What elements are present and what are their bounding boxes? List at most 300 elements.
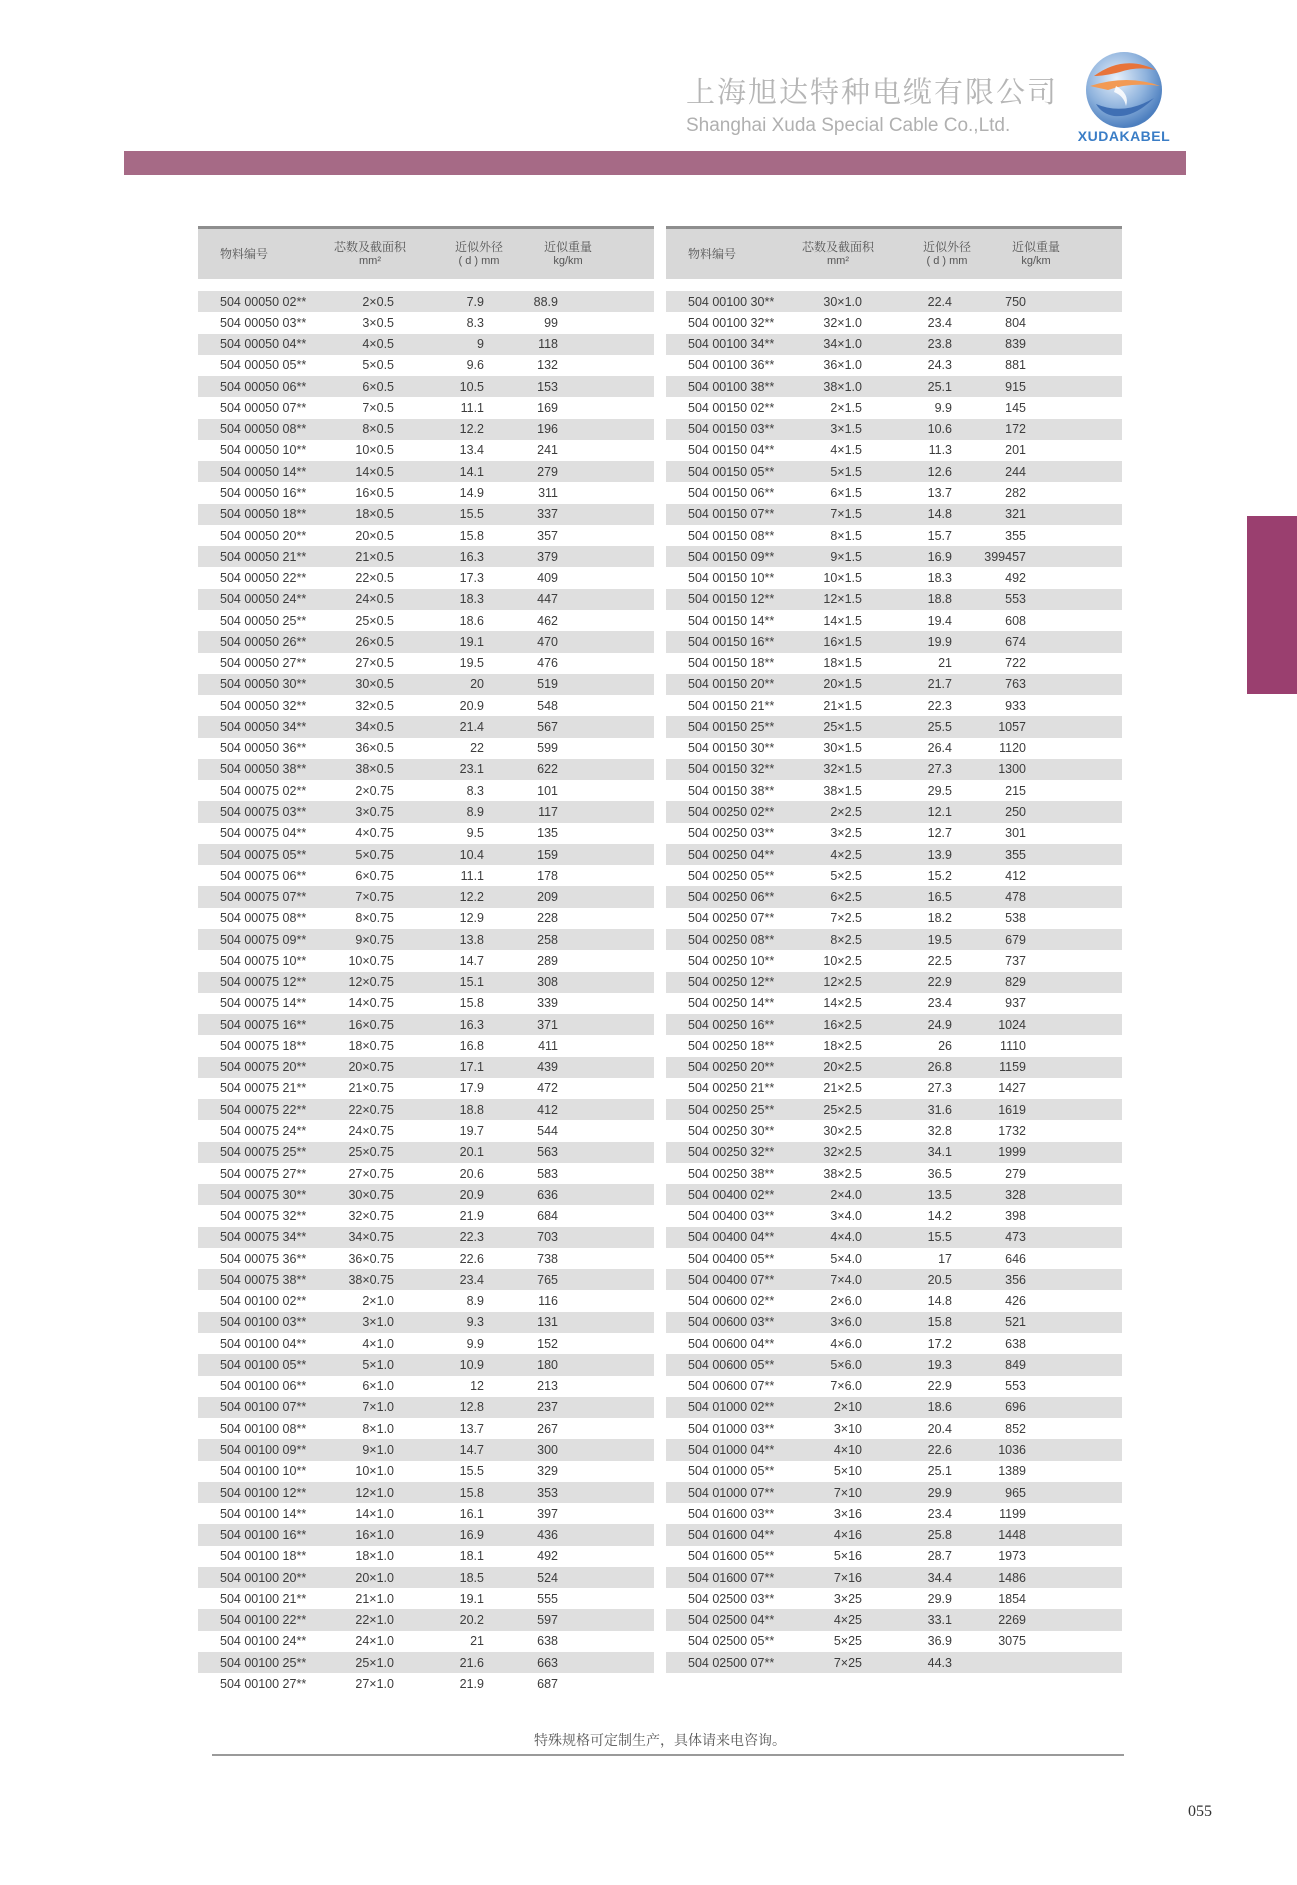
cell-code: 504 00250 05**	[688, 868, 775, 883]
cell-diameter: 11.1	[460, 400, 484, 415]
table-row	[198, 1524, 654, 1545]
cell-code: 504 00100 18**	[220, 1549, 307, 1564]
cell-section: 16×2.5	[823, 1017, 862, 1032]
cell-section: 18×0.5	[355, 507, 394, 522]
cell-section: 8×0.5	[362, 422, 394, 437]
table-row	[666, 908, 1122, 929]
cell-diameter: 19.5	[459, 656, 484, 671]
cell-weight: 153	[537, 379, 558, 394]
cell-diameter: 34.1	[927, 1145, 952, 1160]
cell-weight: 608	[1005, 613, 1026, 628]
cell-weight: 301	[1005, 826, 1026, 841]
table-row	[666, 1397, 1122, 1418]
cell-section: 16×1.5	[823, 634, 862, 649]
cell-weight: 583	[537, 1166, 558, 1181]
cell-diameter: 25.1	[927, 379, 952, 394]
cell-section: 8×1.0	[362, 1421, 394, 1436]
table-row	[666, 546, 1122, 567]
cell-diameter: 29.9	[927, 1485, 952, 1500]
cell-diameter: 18.6	[927, 1400, 952, 1415]
cell-weight: 737	[1005, 953, 1026, 968]
cell-diameter: 11.3	[928, 443, 952, 458]
cell-diameter: 27.3	[927, 762, 952, 777]
cell-code: 504 00100 02**	[220, 1294, 307, 1309]
cell-section: 20×2.5	[823, 1060, 862, 1075]
cell-code: 504 00250 18**	[688, 1038, 775, 1053]
table-row	[666, 972, 1122, 993]
cell-code: 504 00150 03**	[688, 422, 775, 437]
table-row	[198, 525, 654, 546]
table-row	[666, 1503, 1122, 1524]
cell-code: 504 00100 32**	[688, 315, 775, 330]
cell-code: 504 00050 25**	[220, 613, 307, 628]
table-row	[666, 1418, 1122, 1439]
cell-code: 504 00050 06**	[220, 379, 307, 394]
cell-diameter: 13.7	[459, 1421, 484, 1436]
cell-code: 504 00050 07**	[220, 400, 307, 415]
cell-diameter: 14.7	[459, 953, 484, 968]
cell-weight: 215	[1005, 783, 1026, 798]
cell-diameter: 21	[938, 656, 952, 671]
cell-section: 7×0.75	[355, 890, 394, 905]
cell-section: 2×0.5	[362, 294, 394, 309]
cell-code: 504 00150 09**	[688, 549, 775, 564]
table-row	[198, 1439, 654, 1460]
cell-weight: 519	[537, 677, 558, 692]
cell-section: 30×1.5	[823, 741, 862, 756]
cell-diameter: 19.4	[927, 613, 952, 628]
cell-code: 504 00100 30**	[688, 294, 775, 309]
table-row	[198, 653, 654, 674]
cell-diameter: 27.3	[927, 1081, 952, 1096]
cell-code: 504 02500 03**	[688, 1591, 775, 1606]
cell-code: 504 00050 10**	[220, 443, 307, 458]
cell-diameter: 14.9	[459, 486, 484, 501]
cell-section: 4×0.75	[355, 826, 394, 841]
cell-section: 4×10	[833, 1442, 862, 1457]
cell-section: 14×0.75	[348, 996, 394, 1011]
table-row	[666, 695, 1122, 716]
cell-weight: 379	[537, 549, 558, 564]
cell-weight: 117	[538, 805, 558, 819]
cell-code: 504 00250 14**	[688, 996, 775, 1011]
cell-diameter: 16.8	[459, 1038, 484, 1053]
table-row	[666, 1205, 1122, 1226]
cell-weight: 355	[1005, 528, 1026, 543]
cell-code: 504 00050 24**	[220, 592, 307, 607]
table-row	[666, 1333, 1122, 1354]
cell-section: 18×2.5	[823, 1038, 862, 1053]
table-row	[198, 801, 654, 822]
cell-diameter: 20.5	[927, 1272, 952, 1287]
cell-weight: 353	[537, 1485, 558, 1500]
cell-code: 504 00075 18**	[220, 1038, 307, 1053]
cell-weight: 201	[1005, 443, 1026, 458]
table-row	[198, 397, 654, 418]
cell-diameter: 20.4	[927, 1421, 952, 1436]
table-row	[198, 355, 654, 376]
cell-code: 504 00050 04**	[220, 337, 307, 352]
cell-diameter: 14.7	[459, 1442, 484, 1457]
cell-code: 504 00150 16**	[688, 634, 775, 649]
cell-section: 34×0.75	[348, 1230, 394, 1245]
table-row	[198, 1546, 654, 1567]
cell-weight: 763	[1005, 677, 1026, 692]
cell-weight: 411	[538, 1038, 558, 1053]
cell-code: 504 00050 34**	[220, 719, 307, 734]
cell-code: 504 00150 05**	[688, 464, 775, 479]
cell-diameter: 36.9	[927, 1634, 952, 1649]
cell-diameter: 9.5	[466, 826, 484, 841]
cell-section: 22×1.0	[355, 1613, 394, 1628]
cell-code: 504 00250 20**	[688, 1060, 775, 1075]
cell-code: 504 00075 22**	[220, 1102, 307, 1117]
cell-weight: 1389	[998, 1464, 1026, 1479]
table-row	[198, 1269, 654, 1290]
table-row	[666, 780, 1122, 801]
cell-diameter: 13.9	[927, 847, 952, 862]
cell-diameter: 29.9	[927, 1591, 952, 1606]
cell-section: 5×16	[833, 1549, 862, 1564]
table-row	[198, 1376, 654, 1397]
cell-code: 504 00250 38**	[688, 1166, 775, 1181]
cell-section: 24×0.5	[355, 592, 394, 607]
cell-section: 5×1.0	[362, 1357, 394, 1372]
table-row	[666, 674, 1122, 695]
cell-code: 504 00075 02**	[220, 783, 307, 798]
cell-diameter: 8.3	[466, 315, 484, 330]
table-body	[198, 291, 654, 1695]
table-row	[198, 461, 654, 482]
cell-weight: 696	[1005, 1400, 1026, 1415]
cell-diameter: 18.3	[927, 571, 952, 586]
cell-diameter: 24.9	[927, 1017, 952, 1032]
cell-code: 504 00075 32**	[220, 1209, 307, 1224]
table-row	[198, 1248, 654, 1269]
cell-code: 504 00075 08**	[220, 911, 307, 926]
table-row	[198, 759, 654, 780]
cell-section: 24×1.0	[355, 1634, 394, 1649]
table-row	[198, 1482, 654, 1503]
cell-code: 504 00075 38**	[220, 1272, 307, 1287]
cell-diameter: 14.1	[459, 464, 484, 479]
cell-section: 20×1.5	[823, 677, 862, 692]
cell-diameter: 22.5	[927, 953, 952, 968]
cell-weight: 3075	[998, 1634, 1026, 1649]
cell-weight: 1448	[998, 1528, 1026, 1543]
cell-weight: 1619	[998, 1102, 1026, 1117]
cell-code: 504 00050 21**	[220, 549, 307, 564]
cell-section: 3×4.0	[830, 1209, 862, 1224]
cell-code: 504 00400 07**	[688, 1272, 775, 1287]
cell-diameter: 22.3	[927, 698, 952, 713]
cell-weight: 684	[537, 1209, 558, 1224]
table-row	[198, 780, 654, 801]
table-row	[666, 1163, 1122, 1184]
cell-section: 7×16	[833, 1570, 862, 1585]
table-row	[666, 993, 1122, 1014]
cell-section: 9×1.0	[362, 1442, 394, 1457]
cell-section: 25×0.75	[348, 1145, 394, 1160]
cell-diameter: 21.6	[459, 1655, 484, 1670]
table-row	[198, 972, 654, 993]
cell-code: 504 00075 03**	[220, 805, 307, 819]
table-row	[198, 1461, 654, 1482]
cell-section: 10×2.5	[823, 953, 862, 968]
cell-code: 504 00150 10**	[688, 571, 775, 586]
cell-code: 504 00250 06**	[688, 890, 775, 905]
cell-code: 504 00100 12**	[220, 1485, 307, 1500]
cell-section: 24×0.75	[348, 1123, 394, 1138]
cell-code: 504 00050 22**	[220, 571, 307, 586]
cell-section: 7×1.0	[362, 1400, 394, 1415]
cell-diameter: 12.7	[927, 826, 952, 841]
cell-code: 504 00050 03**	[220, 315, 307, 330]
cell-code: 504 01000 07**	[688, 1485, 775, 1500]
cell-section: 2×1.0	[362, 1294, 394, 1309]
cell-diameter: 9.6	[466, 358, 484, 373]
header-weight-unit: kg/km	[1021, 255, 1051, 267]
header-diameter	[430, 240, 534, 268]
cell-code: 504 01000 03**	[688, 1421, 775, 1436]
table-row	[666, 1099, 1122, 1120]
cell-weight: 915	[1005, 379, 1026, 394]
cell-weight: 311	[538, 486, 558, 501]
table-row	[198, 1588, 654, 1609]
cell-weight: 282	[1005, 486, 1026, 501]
cell-code: 504 00100 34**	[688, 337, 775, 352]
table-row	[198, 1333, 654, 1354]
cell-weight: 244	[1005, 464, 1026, 479]
table-row	[666, 1652, 1122, 1673]
cell-diameter: 9.9	[466, 1336, 484, 1351]
cell-weight: 521	[1005, 1315, 1026, 1330]
cell-weight: 357	[537, 528, 558, 543]
cell-code: 504 00050 20**	[220, 528, 307, 543]
cell-section: 8×0.75	[355, 911, 394, 926]
cell-section: 32×1.0	[823, 315, 862, 330]
cell-diameter: 23.4	[927, 996, 952, 1011]
cell-weight: 267	[537, 1421, 558, 1436]
cell-diameter: 32.8	[927, 1123, 952, 1138]
cell-diameter: 12.1	[927, 805, 952, 819]
cell-diameter: 8.9	[466, 805, 484, 819]
cell-code: 504 00600 07**	[688, 1379, 775, 1394]
cell-diameter: 16.9	[459, 1528, 484, 1543]
cell-weight: 663	[537, 1655, 558, 1670]
cell-section: 2×6.0	[830, 1294, 862, 1309]
cell-section: 14×1.0	[355, 1506, 394, 1521]
cell-weight: 237	[537, 1400, 558, 1415]
cell-diameter: 12.8	[459, 1400, 484, 1415]
table-row	[666, 653, 1122, 674]
cell-section: 38×2.5	[823, 1166, 862, 1181]
table-row	[666, 1439, 1122, 1460]
cell-weight: 258	[537, 932, 558, 947]
cell-weight: 703	[537, 1230, 558, 1245]
cell-section: 20×0.5	[355, 528, 394, 543]
cell-section: 38×1.0	[823, 379, 862, 394]
cell-section: 5×0.5	[362, 358, 394, 373]
cell-weight: 1110	[1000, 1038, 1026, 1053]
cell-weight: 553	[1005, 1379, 1026, 1394]
cell-section: 5×0.75	[355, 847, 394, 862]
table-row	[198, 1205, 654, 1226]
cell-diameter: 25.1	[927, 1464, 952, 1479]
cell-code: 504 00400 03**	[688, 1209, 775, 1224]
cell-code: 504 00075 04**	[220, 826, 307, 841]
page-number: 055	[1188, 1803, 1212, 1820]
table-row	[198, 695, 654, 716]
table-row	[666, 1524, 1122, 1545]
cell-weight: 356	[1005, 1272, 1026, 1287]
cell-section: 25×1.5	[823, 719, 862, 734]
table-row	[198, 844, 654, 865]
cell-code: 504 01600 07**	[688, 1570, 775, 1585]
cell-code: 504 00100 36**	[688, 358, 775, 373]
table-row	[666, 1035, 1122, 1056]
cell-code: 504 00250 12**	[688, 975, 775, 990]
cell-diameter: 12.2	[459, 890, 484, 905]
cell-code: 504 00075 21**	[220, 1081, 307, 1096]
cell-diameter: 18.6	[459, 613, 484, 628]
table-row	[198, 886, 654, 907]
cell-code: 504 00100 22**	[220, 1613, 307, 1628]
cell-diameter: 23.8	[927, 337, 952, 352]
cell-weight: 492	[1005, 571, 1026, 586]
cell-section: 18×1.0	[355, 1549, 394, 1564]
cell-diameter: 23.4	[927, 1506, 952, 1521]
cell-section: 36×1.0	[823, 358, 862, 373]
table-row	[666, 1057, 1122, 1078]
cell-weight: 1427	[998, 1081, 1026, 1096]
cell-code: 504 00100 38**	[688, 379, 775, 394]
table-row	[666, 1248, 1122, 1269]
cell-diameter: 12.2	[459, 422, 484, 437]
cell-code: 504 00250 21**	[688, 1081, 775, 1096]
cell-weight: 1036	[998, 1442, 1026, 1457]
cell-weight: 555	[537, 1591, 558, 1606]
cell-section: 5×25	[833, 1634, 862, 1649]
table-row	[666, 291, 1122, 312]
table-row	[198, 589, 654, 610]
cell-diameter: 13.8	[459, 932, 484, 947]
cell-section: 34×0.5	[355, 719, 394, 734]
cell-section: 4×25	[833, 1613, 862, 1628]
cell-code: 504 00150 14**	[688, 613, 775, 628]
table-row	[198, 312, 654, 333]
table-row	[198, 1227, 654, 1248]
cell-section: 12×1.0	[355, 1485, 394, 1500]
table-row	[198, 482, 654, 503]
cell-code: 504 02500 07**	[688, 1655, 775, 1670]
cell-section: 30×1.0	[823, 294, 862, 309]
table-row	[666, 1354, 1122, 1375]
cell-section: 3×2.5	[830, 826, 862, 841]
table-row	[198, 1014, 654, 1035]
cell-diameter: 16.3	[459, 1017, 484, 1032]
cell-section: 5×6.0	[830, 1357, 862, 1372]
cell-code: 504 00100 14**	[220, 1506, 307, 1521]
cell-diameter: 24.3	[927, 358, 952, 373]
cell-code: 504 00100 27**	[220, 1676, 307, 1691]
cell-code: 504 01600 05**	[688, 1549, 775, 1564]
table-row	[198, 419, 654, 440]
cell-diameter: 15.8	[927, 1315, 952, 1330]
cell-weight: 135	[537, 826, 558, 841]
cell-code: 504 00075 10**	[220, 953, 307, 968]
table-row	[198, 1035, 654, 1056]
header-section-unit: mm²	[827, 255, 849, 267]
table-row	[198, 334, 654, 355]
cell-diameter: 15.5	[927, 1230, 952, 1245]
cell-section: 12×2.5	[823, 975, 862, 990]
cell-section: 6×0.75	[355, 868, 394, 883]
cell-diameter: 15.2	[927, 868, 952, 883]
cell-code: 504 00100 16**	[220, 1528, 307, 1543]
cell-section: 8×1.5	[830, 528, 862, 543]
cell-section: 2×10	[833, 1400, 862, 1415]
cell-section: 38×0.75	[348, 1272, 394, 1287]
cell-diameter: 14.8	[927, 1294, 952, 1309]
cell-code: 504 00075 30**	[220, 1187, 307, 1202]
table-row	[198, 950, 654, 971]
table-row	[198, 291, 654, 312]
cell-weight: 473	[1005, 1230, 1026, 1245]
cell-code: 504 00150 12**	[688, 592, 775, 607]
table-row	[666, 355, 1122, 376]
table-row	[198, 1142, 654, 1163]
cell-diameter: 18.8	[927, 592, 952, 607]
table-row	[198, 1120, 654, 1141]
cell-weight: 329	[537, 1464, 558, 1479]
spec-table-right	[666, 226, 1122, 1673]
cell-weight: 169	[537, 400, 558, 415]
cell-diameter: 22.3	[459, 1230, 484, 1245]
cell-section: 5×2.5	[830, 868, 862, 883]
cell-diameter: 16.3	[459, 549, 484, 564]
cell-code: 504 00150 38**	[688, 783, 775, 798]
cell-section: 3×6.0	[830, 1315, 862, 1330]
cell-weight: 1120	[999, 741, 1026, 756]
cell-code: 504 00050 32**	[220, 698, 307, 713]
cell-diameter: 21.9	[459, 1209, 484, 1224]
cell-code: 504 00150 21**	[688, 698, 775, 713]
cell-section: 25×1.0	[355, 1655, 394, 1670]
cell-weight: 1159	[999, 1060, 1026, 1075]
cell-weight: 679	[1005, 932, 1026, 947]
cell-section: 32×0.75	[348, 1209, 394, 1224]
table-row	[198, 738, 654, 759]
cell-section: 30×2.5	[823, 1123, 862, 1138]
table-row	[666, 504, 1122, 525]
cell-weight: 544	[537, 1123, 558, 1138]
cell-diameter: 9.3	[466, 1315, 484, 1330]
cell-weight: 646	[1005, 1251, 1026, 1266]
cell-weight: 308	[537, 975, 558, 990]
cell-section: 10×1.0	[355, 1464, 394, 1479]
cell-code: 504 00100 09**	[220, 1442, 307, 1457]
cell-section: 20×1.0	[355, 1570, 394, 1585]
cell-section: 3×1.0	[362, 1315, 394, 1330]
cell-weight: 472	[537, 1081, 558, 1096]
cell-code: 504 00075 14**	[220, 996, 307, 1011]
table-row	[666, 950, 1122, 971]
cell-diameter: 7.9	[466, 294, 484, 309]
cell-diameter: 8.3	[466, 783, 484, 798]
cell-weight: 209	[537, 890, 558, 905]
cell-section: 22×0.5	[355, 571, 394, 586]
